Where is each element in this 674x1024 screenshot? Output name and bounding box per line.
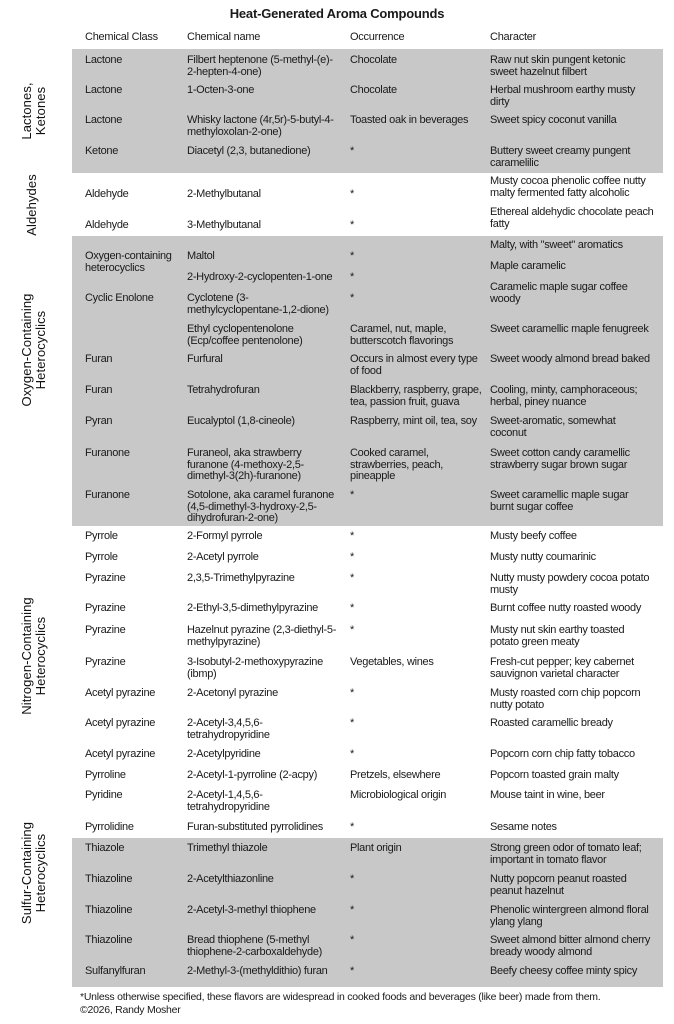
- chemical-class-cell: Oxygen-containing heterocyclics: [85, 250, 172, 274]
- chemical-class-cell: Thiazoline: [85, 873, 133, 885]
- occurrence-cell: *: [350, 717, 354, 729]
- chemical-class-cell: Pyrazine: [85, 572, 126, 584]
- occurrence-cell: *: [350, 873, 354, 885]
- character-cell: Sesame notes: [490, 821, 557, 833]
- chemical-class-cell: Furan: [85, 384, 113, 396]
- character-cell: Phenolic wintergreen almond floral ylang ylang: [490, 904, 649, 928]
- chemical-name-cell: Tetrahydrofuran: [187, 384, 260, 396]
- occurrence-cell: Toasted oak in beverages: [350, 114, 469, 126]
- chemical-name-cell: 2-Formyl pyrrole: [187, 530, 263, 542]
- chemical-class-cell: Thiazoline: [85, 904, 133, 916]
- chemical-name-cell: 2-Acetyl-3,4,5,6- tetrahydropyridine: [187, 717, 270, 741]
- occurrence-cell: Caramel, nut, maple, butterscotch flavorings: [350, 323, 454, 347]
- header-occurrence: Occurrence: [350, 31, 405, 43]
- character-cell: Mouse taint in wine, beer: [490, 789, 605, 801]
- character-cell: Nutty musty powdery cocoa potato musty: [490, 572, 650, 596]
- group-label-text: Sulfur-Containing Heterocyclics: [19, 821, 48, 925]
- occurrence-cell: *: [350, 489, 354, 501]
- chemical-name-cell: Furaneol, aka strawberry furanone (4-methoxy-2,5- dimethyl-3(2h)-furanone): [187, 447, 304, 482]
- character-cell: Musty cocoa phenolic coffee nutty malty fermented fatty alcoholic: [490, 175, 646, 199]
- page-title: Heat-Generated Aroma Compounds: [229, 6, 445, 21]
- character-cell: Fresh-cut pepper; key cabernet sauvignon varietal character: [490, 656, 634, 680]
- chemical-class-cell: Pyrroline: [85, 769, 126, 781]
- character-cell: Sweet woody almond bread baked: [490, 353, 650, 365]
- occurrence-cell: *: [350, 250, 354, 262]
- chemical-name-cell: Furan-substituted pyrrolidines: [187, 821, 323, 833]
- character-cell: Caramelic maple sugar coffee woody: [490, 281, 628, 305]
- group-label-text: Nitrogen-Containing Heterocyclics: [19, 597, 48, 715]
- character-cell: Musty nutty coumarinic: [490, 551, 596, 563]
- header-chemical-class: Chemical Class: [85, 31, 158, 43]
- chemical-name-cell: 2-Acetylthiazonline: [187, 873, 274, 885]
- group-label-text: Oxygen-Containing Heterocyclics: [19, 293, 48, 407]
- occurrence-cell: Chocolate: [350, 84, 397, 96]
- occurrence-cell: *: [350, 934, 354, 946]
- chemical-class-cell: Thiazoline: [85, 934, 133, 946]
- chemical-class-cell: Furanone: [85, 489, 130, 501]
- chemical-class-cell: Cyclic Enolone: [85, 292, 154, 304]
- character-cell: Musty beefy coffee: [490, 530, 577, 542]
- footnote: *Unless otherwise specified, these flavors are widespread in cooked foods and beverages (like beer) made from them.: [80, 991, 601, 1003]
- chemical-name-cell: 2-Ethyl-3,5-dimethylpyrazine: [187, 602, 318, 614]
- occurrence-cell: *: [350, 219, 354, 231]
- chemical-class-cell: Lactone: [85, 54, 123, 66]
- chemical-class-cell: Acetyl pyrazine: [85, 687, 156, 699]
- occurrence-cell: *: [350, 965, 354, 977]
- occurrence-cell: *: [350, 530, 354, 542]
- chemical-name-cell: 2-Acetyl-1-pyrroline (2-acpy): [187, 769, 318, 781]
- chemical-name-cell: Eucalyptol (1,8-cineole): [187, 415, 295, 427]
- occurrence-cell: Raspberry, mint oil, tea, soy: [350, 415, 477, 427]
- header-character: Character: [490, 31, 537, 43]
- chemical-class-cell: Acetyl pyrazine: [85, 748, 156, 760]
- occurrence-cell: *: [350, 748, 354, 760]
- chemical-class-cell: Pyridine: [85, 789, 123, 801]
- chemical-name-cell: Furfural: [187, 353, 223, 365]
- character-cell: Musty roasted corn chip popcorn nutty potato: [490, 687, 641, 711]
- chemical-class-cell: Aldehyde: [85, 188, 129, 200]
- chemical-name-cell: 2-Acetonyl pyrazine: [187, 687, 278, 699]
- chemical-class-cell: Pyrazine: [85, 624, 126, 636]
- chemical-name-cell: Cyclotene (3- methylcyclopentane-1,2-dione): [187, 292, 329, 316]
- character-cell: Sweet spicy coconut vanilla: [490, 114, 617, 126]
- occurrence-cell: Microbiological origin: [350, 789, 447, 801]
- occurrence-cell: Chocolate: [350, 54, 397, 66]
- character-cell: Sweet caramellic maple fenugreek: [490, 323, 649, 335]
- character-cell: Raw nut skin pungent ketonic sweet hazelnut filbert: [490, 54, 626, 78]
- occurrence-cell: *: [350, 188, 354, 200]
- occurrence-cell: Cooked caramel, strawberries, peach, pineapple: [350, 447, 444, 482]
- occurrence-cell: *: [350, 821, 354, 833]
- chemical-name-cell: Sotolone, aka caramel furanone (4,5-dimethyl-3-hydroxy-2,5- dihydrofuran-2-one): [187, 489, 334, 524]
- chemical-class-cell: Lactone: [85, 84, 123, 96]
- chemical-class-cell: Pyran: [85, 415, 113, 427]
- chemical-name-cell: 2-Acetyl-1,4,5,6- tetrahydropyridine: [187, 789, 270, 813]
- group-label-text: Lactones, Ketones: [19, 82, 48, 140]
- chemical-class-cell: Pyrrolidine: [85, 821, 134, 833]
- chemical-name-cell: 2-Methylbutanal: [187, 188, 261, 200]
- character-cell: Sweet almond bitter almond cherry bready woody almond: [490, 934, 651, 958]
- chemical-name-cell: Maltol: [187, 250, 215, 262]
- chemical-class-cell: Sulfanylfuran: [85, 965, 146, 977]
- chemical-name-cell: 2-Acetylpyridine: [187, 748, 261, 760]
- chemical-name-cell: Filbert heptenone (5-methyl-(e)- 2-hepten-4-one): [187, 54, 333, 78]
- chemical-name-cell: Diacetyl (2,3, butanedione): [187, 145, 311, 157]
- character-cell: Herbal mushroom earthy musty dirty: [490, 84, 636, 108]
- character-cell: Maple caramelic: [490, 260, 566, 272]
- chemical-name-cell: Trimethyl thiazole: [187, 842, 268, 854]
- occurrence-cell: *: [350, 292, 354, 304]
- occurrence-cell: *: [350, 551, 354, 563]
- copyright: ©2026, Randy Mosher: [80, 1004, 181, 1016]
- character-cell: Buttery sweet creamy pungent caramelilic: [490, 145, 631, 169]
- character-cell: Popcorn corn chip fatty tobacco: [490, 748, 635, 760]
- occurrence-cell: Vegetables, wines: [350, 656, 434, 668]
- chemical-class-cell: Aldehyde: [85, 219, 129, 231]
- occurrence-cell: Blackberry, raspberry, grape, tea, passion fruit, guava: [350, 384, 482, 408]
- chemical-class-cell: Pyrazine: [85, 656, 126, 668]
- chemical-name-cell: 2-Methyl-3-(methyldithio) furan: [187, 965, 328, 977]
- chemical-name-cell: 2-Acetyl pyrrole: [187, 551, 259, 563]
- chemical-class-cell: Pyrazine: [85, 602, 126, 614]
- occurrence-cell: *: [350, 687, 354, 699]
- occurrence-cell: Occurs in almost every type of food: [350, 353, 478, 377]
- chemical-class-cell: Ketone: [85, 145, 119, 157]
- occurrence-cell: Plant origin: [350, 842, 402, 854]
- chemical-class-cell: Furan: [85, 353, 113, 365]
- character-cell: Ethereal aldehydic chocolate peach fatty: [490, 206, 654, 230]
- character-cell: Beefy cheesy coffee minty spicy: [490, 965, 638, 977]
- chemical-class-cell: Furanone: [85, 447, 130, 459]
- chemical-name-cell: 3-Methylbutanal: [187, 219, 261, 231]
- occurrence-cell: *: [350, 624, 354, 636]
- character-cell: Roasted caramellic bready: [490, 717, 613, 729]
- chemical-name-cell: Ethyl cyclopentenolone (Ecp/coffee pentenolone): [187, 323, 303, 347]
- occurrence-cell: *: [350, 904, 354, 916]
- chemical-class-cell: Pyrrole: [85, 530, 118, 542]
- chemical-name-cell: Bread thiophene (5-methyl thiophene-2-carboxaldehyde): [187, 934, 322, 958]
- character-cell: Sweet cotton candy caramellic strawberry sugar brown sugar: [490, 447, 630, 471]
- occurrence-cell: Pretzels, elsewhere: [350, 769, 441, 781]
- chemical-name-cell: Hazelnut pyrazine (2,3-diethyl-5- methylpyrazine): [187, 624, 337, 648]
- chemical-class-cell: Thiazole: [85, 842, 125, 854]
- chemical-class-cell: Acetyl pyrazine: [85, 717, 156, 729]
- character-cell: Sweet caramellic maple sugar burnt sugar coffee: [490, 489, 629, 513]
- occurrence-cell: *: [350, 145, 354, 157]
- chemical-class-cell: Lactone: [85, 114, 123, 126]
- character-cell: Sweet-aromatic, somewhat coconut: [490, 415, 616, 439]
- chemical-name-cell: 2,3,5-Trimethylpyrazine: [187, 572, 295, 584]
- chemical-name-cell: 1-Octen-3-one: [187, 84, 255, 96]
- character-cell: Musty nut skin earthy toasted potato green meaty: [490, 624, 625, 648]
- character-cell: Nutty popcorn peanut roasted peanut hazelnut: [490, 873, 627, 897]
- character-cell: Malty, with "sweet" aromatics: [490, 239, 623, 251]
- chemical-name-cell: 2-Hydroxy-2-cyclopenten-1-one: [187, 271, 333, 283]
- chemical-name-cell: Whisky lactone (4r,5r)-5-butyl-4- methyloxolan-2-one): [187, 114, 334, 138]
- occurrence-cell: *: [350, 602, 354, 614]
- group-label-text: Aldehydes: [24, 174, 39, 236]
- chemical-class-cell: Pyrrole: [85, 551, 118, 563]
- character-cell: Strong green odor of tomato leaf; important in tomato flavor: [490, 842, 642, 866]
- chemical-name-cell: 3-Isobutyl-2-methoxypyrazine (ibmp): [187, 656, 323, 680]
- character-cell: Popcorn toasted grain malty: [490, 769, 619, 781]
- header-chemical-name: Chemical name: [187, 31, 261, 43]
- character-cell: Cooling, minty, camphoraceous; herbal, piney nuance: [490, 384, 638, 408]
- occurrence-cell: *: [350, 271, 354, 283]
- chemical-name-cell: 2-Acetyl-3-methyl thiophene: [187, 904, 316, 916]
- occurrence-cell: *: [350, 572, 354, 584]
- character-cell: Burnt coffee nutty roasted woody: [490, 602, 642, 614]
